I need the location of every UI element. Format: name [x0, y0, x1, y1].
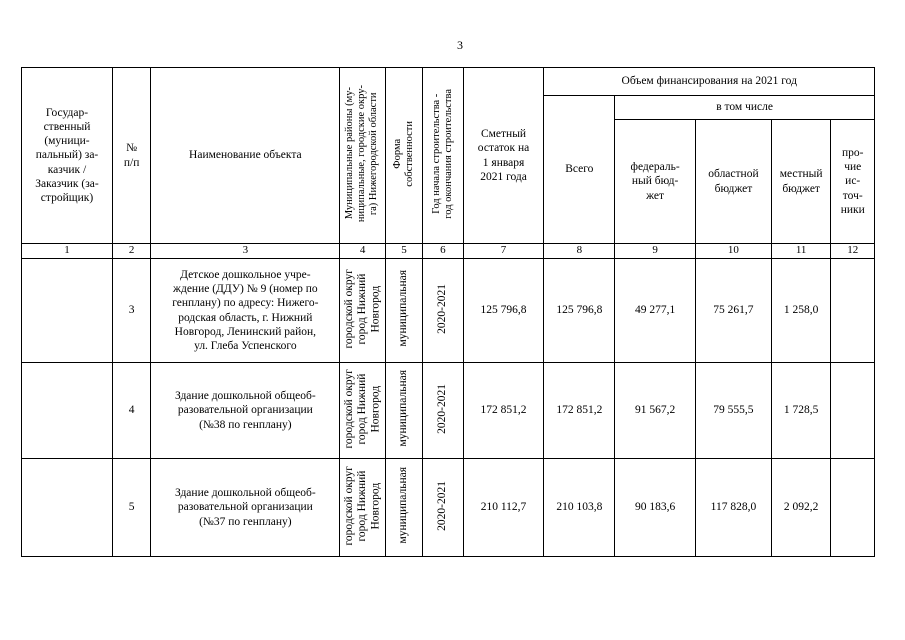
header-other: про- чие ис- точ- ники — [831, 120, 875, 244]
financing-table — [21, 67, 875, 557]
cell-ownership: муниципальная — [397, 467, 410, 544]
page-number: 3 — [457, 38, 463, 52]
header-districts: Муниципальные районы (му- ниципальные, городские окру- га) Нижегородской области — [344, 84, 380, 223]
cell-other — [831, 259, 875, 363]
header-customer: Государ- ственный (муници- пальный) за- казчик / Заказчик (за- стройщик) — [22, 68, 113, 244]
column-number: 1 — [22, 244, 113, 259]
column-number: 9 — [615, 244, 696, 259]
cell-object-name: Здание дошкольной общеоб- разовательной организации (№37 по генплану) — [151, 459, 340, 557]
header-years: Год начала строительства - год окончания строительства — [430, 88, 454, 219]
header-number: № п/п — [112, 68, 150, 244]
cell-district: городской округ город Нижний Новгород — [342, 465, 382, 546]
column-number: 10 — [696, 244, 772, 259]
table-row — [22, 259, 875, 363]
cell-number: 4 — [112, 363, 150, 459]
cell-local: 1 728,5 — [771, 363, 831, 459]
cell-district: городской округ город Нижний Новгород — [342, 268, 382, 349]
header-ownership: Форма собственности — [391, 120, 415, 187]
cell-regional: 75 261,7 — [696, 259, 772, 363]
cell-ownership: муниципальная — [397, 370, 410, 447]
column-number: 12 — [831, 244, 875, 259]
header-years-cell — [423, 68, 463, 244]
cell-customer — [22, 259, 113, 363]
column-number: 2 — [112, 244, 150, 259]
cell-estimated-balance: 172 851,2 — [463, 363, 544, 459]
cell-regional: 79 555,5 — [696, 363, 772, 459]
header-ownership-cell — [385, 68, 422, 244]
column-number: 8 — [544, 244, 615, 259]
column-number: 3 — [151, 244, 340, 259]
cell-years: 2020-2021 — [436, 383, 449, 434]
column-number: 4 — [340, 244, 385, 259]
cell-district-wrap — [340, 459, 385, 557]
cell-district-wrap — [340, 259, 385, 363]
column-number: 11 — [771, 244, 831, 259]
table-row — [22, 459, 875, 557]
header-federal: федераль- ный бюд- жет — [615, 120, 696, 244]
cell-years: 2020-2021 — [436, 480, 449, 531]
cell-district-wrap — [340, 363, 385, 459]
cell-federal: 91 567,2 — [615, 363, 696, 459]
header-local: местный бюджет — [771, 120, 831, 244]
header-estimated-balance: Сметный остаток на 1 января 2021 года — [463, 68, 544, 244]
cell-regional: 117 828,0 — [696, 459, 772, 557]
cell-total: 210 103,8 — [544, 459, 615, 557]
column-number: 6 — [423, 244, 463, 259]
header-financing: Объем финансирования на 2021 год — [544, 68, 875, 96]
header-regional: областной бюджет — [696, 120, 772, 244]
cell-other — [831, 459, 875, 557]
cell-years-wrap — [423, 459, 463, 557]
cell-local: 2 092,2 — [771, 459, 831, 557]
cell-other — [831, 363, 875, 459]
cell-federal: 90 183,6 — [615, 459, 696, 557]
cell-ownership-wrap — [385, 459, 422, 557]
column-number: 5 — [385, 244, 422, 259]
cell-ownership-wrap — [385, 363, 422, 459]
cell-total: 172 851,2 — [544, 363, 615, 459]
header-districts-cell — [340, 68, 385, 244]
header-object-name: Наименование объекта — [151, 68, 340, 244]
column-number: 7 — [463, 244, 544, 259]
table-row — [22, 363, 875, 459]
cell-years-wrap — [423, 363, 463, 459]
cell-ownership-wrap — [385, 259, 422, 363]
cell-local: 1 258,0 — [771, 259, 831, 363]
cell-object-name: Здание дошкольной общеоб- разовательной организации (№38 по генплану) — [151, 363, 340, 459]
cell-years: 2020-2021 — [436, 283, 449, 334]
header-including: в том числе — [615, 96, 875, 120]
cell-number: 5 — [112, 459, 150, 557]
cell-number: 3 — [112, 259, 150, 363]
cell-object-name: Детское дошкольное учре- ждение (ДДУ) № 9 (номер по генплану) по адресу: Нижего- родская область, г. Нижний Новгород, Ленинский район, ул. Глеба Успенского — [151, 259, 340, 363]
cell-district: городской округ город Нижний Новгород — [342, 368, 382, 449]
cell-years-wrap — [423, 259, 463, 363]
cell-customer — [22, 363, 113, 459]
cell-ownership: муниципальная — [397, 270, 410, 347]
cell-estimated-balance: 125 796,8 — [463, 259, 544, 363]
cell-federal: 49 277,1 — [615, 259, 696, 363]
cell-customer — [22, 459, 113, 557]
cell-estimated-balance: 210 112,7 — [463, 459, 544, 557]
header-total: Всего — [544, 96, 615, 244]
cell-total: 125 796,8 — [544, 259, 615, 363]
